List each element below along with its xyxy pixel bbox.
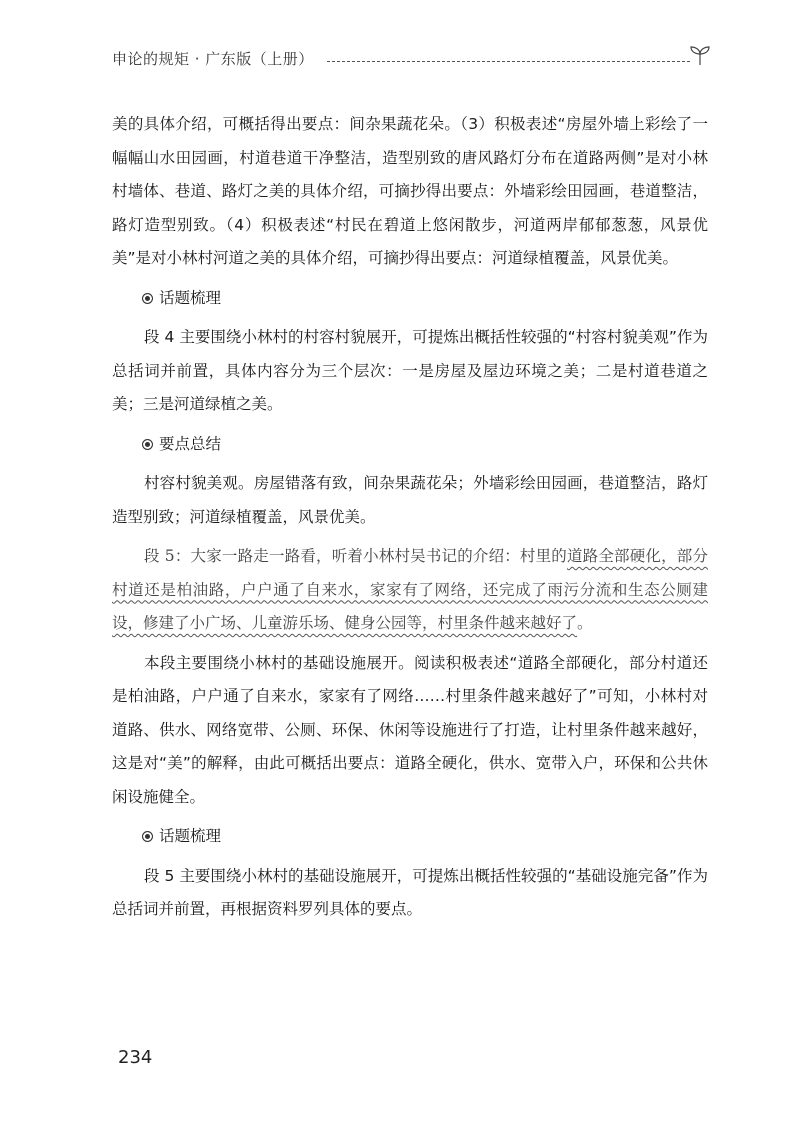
paragraph-topic-5: 段 5 主要围绕小林村的基础设施展开，可提炼出概括性较强的“基础设施完备”作为总括词并前置，再根据资料罗列具体的要点。: [112, 866, 708, 918]
page-number: 234: [118, 1047, 153, 1068]
underlined-excerpt: 道路全部硬化，部分村道还是柏油路，户户通了自来水，家家有了网络，还完成了雨污分流和生态公厕建设，修建了小广场、儿童游乐场、健身公园等，村里条件越来越好了: [112, 547, 708, 632]
book-title: 申论的规矩 · 广东版（上册）: [112, 50, 314, 68]
page-body: [112, 108, 708, 927]
quote-paragraph: [112, 540, 708, 641]
heading-text: 话题梳理: [159, 288, 222, 307]
bullet-icon: [142, 439, 153, 450]
section-heading-topic-2: [142, 820, 708, 854]
sprout-icon: [688, 44, 712, 66]
section-heading-topic: [142, 282, 708, 316]
running-header: [112, 44, 712, 74]
section-heading-summary: [142, 428, 708, 462]
quote-lead: 段 5：大家一路走一路看，听着小林村吴书记的介绍：村里的: [144, 547, 567, 565]
heading-text: 要点总结: [159, 434, 222, 453]
paragraph-analysis: 本段主要围绕小林村的基础设施展开。阅读积极表述“道路全部硬化，部分村道还是柏油路，户户通了自来水，家家有了网络……村里条件越来越好了”可知，小林村对道路、供水、网络宽带、公厕、环保、休闲等设施进行了打造，让村里条件越来越好，这是对“美”的解释，由此可概括出要点：道路全硬化，供水、宽带入户，环保和公共休闲设施健全。: [112, 653, 708, 806]
header-rule: [327, 61, 690, 62]
paragraph-summary: 村容村貌美观。房屋错落有致，间杂果蔬花朵；外墙彩绘田园画，巷道整洁，路灯造型别致；河道绿植覆盖，风景优美。: [112, 474, 708, 526]
bullet-icon: [142, 831, 153, 842]
heading-text: 话题梳理: [159, 827, 222, 845]
bullet-icon: [142, 293, 153, 304]
paragraph-continued: 美的具体介绍，可概括得出要点：间杂果蔬花朵。（3）积极表述“房屋外墙上彩绘了一幅幅山水田园画，村道巷道干净整洁，造型别致的唐风路灯分布在道路两侧”是对小林村墙体、巷道、路灯之美的具体介绍，可摘抄得出要点：外墙彩绘田园画，巷道整洁，路灯造型别致。（4）积极表述“村民在碧道上悠闲散步，河道两岸郁郁葱葱，风景优美”是对小林村河道之美的具体介绍，可摘抄得出要点：河道绿植覆盖，风景优美。: [112, 115, 708, 267]
quote-end: 。: [577, 614, 593, 632]
quoted-material: [112, 540, 708, 641]
paragraph-topic-4: 段 4 主要围绕小林村的村容村貌展开，可提炼出概括性较强的“村容村貌美观”作为总括词并前置，具体内容分为三个层次：一是房屋及屋边环境之美；二是村道巷道之美；三是河道绿植之美。: [112, 328, 708, 413]
